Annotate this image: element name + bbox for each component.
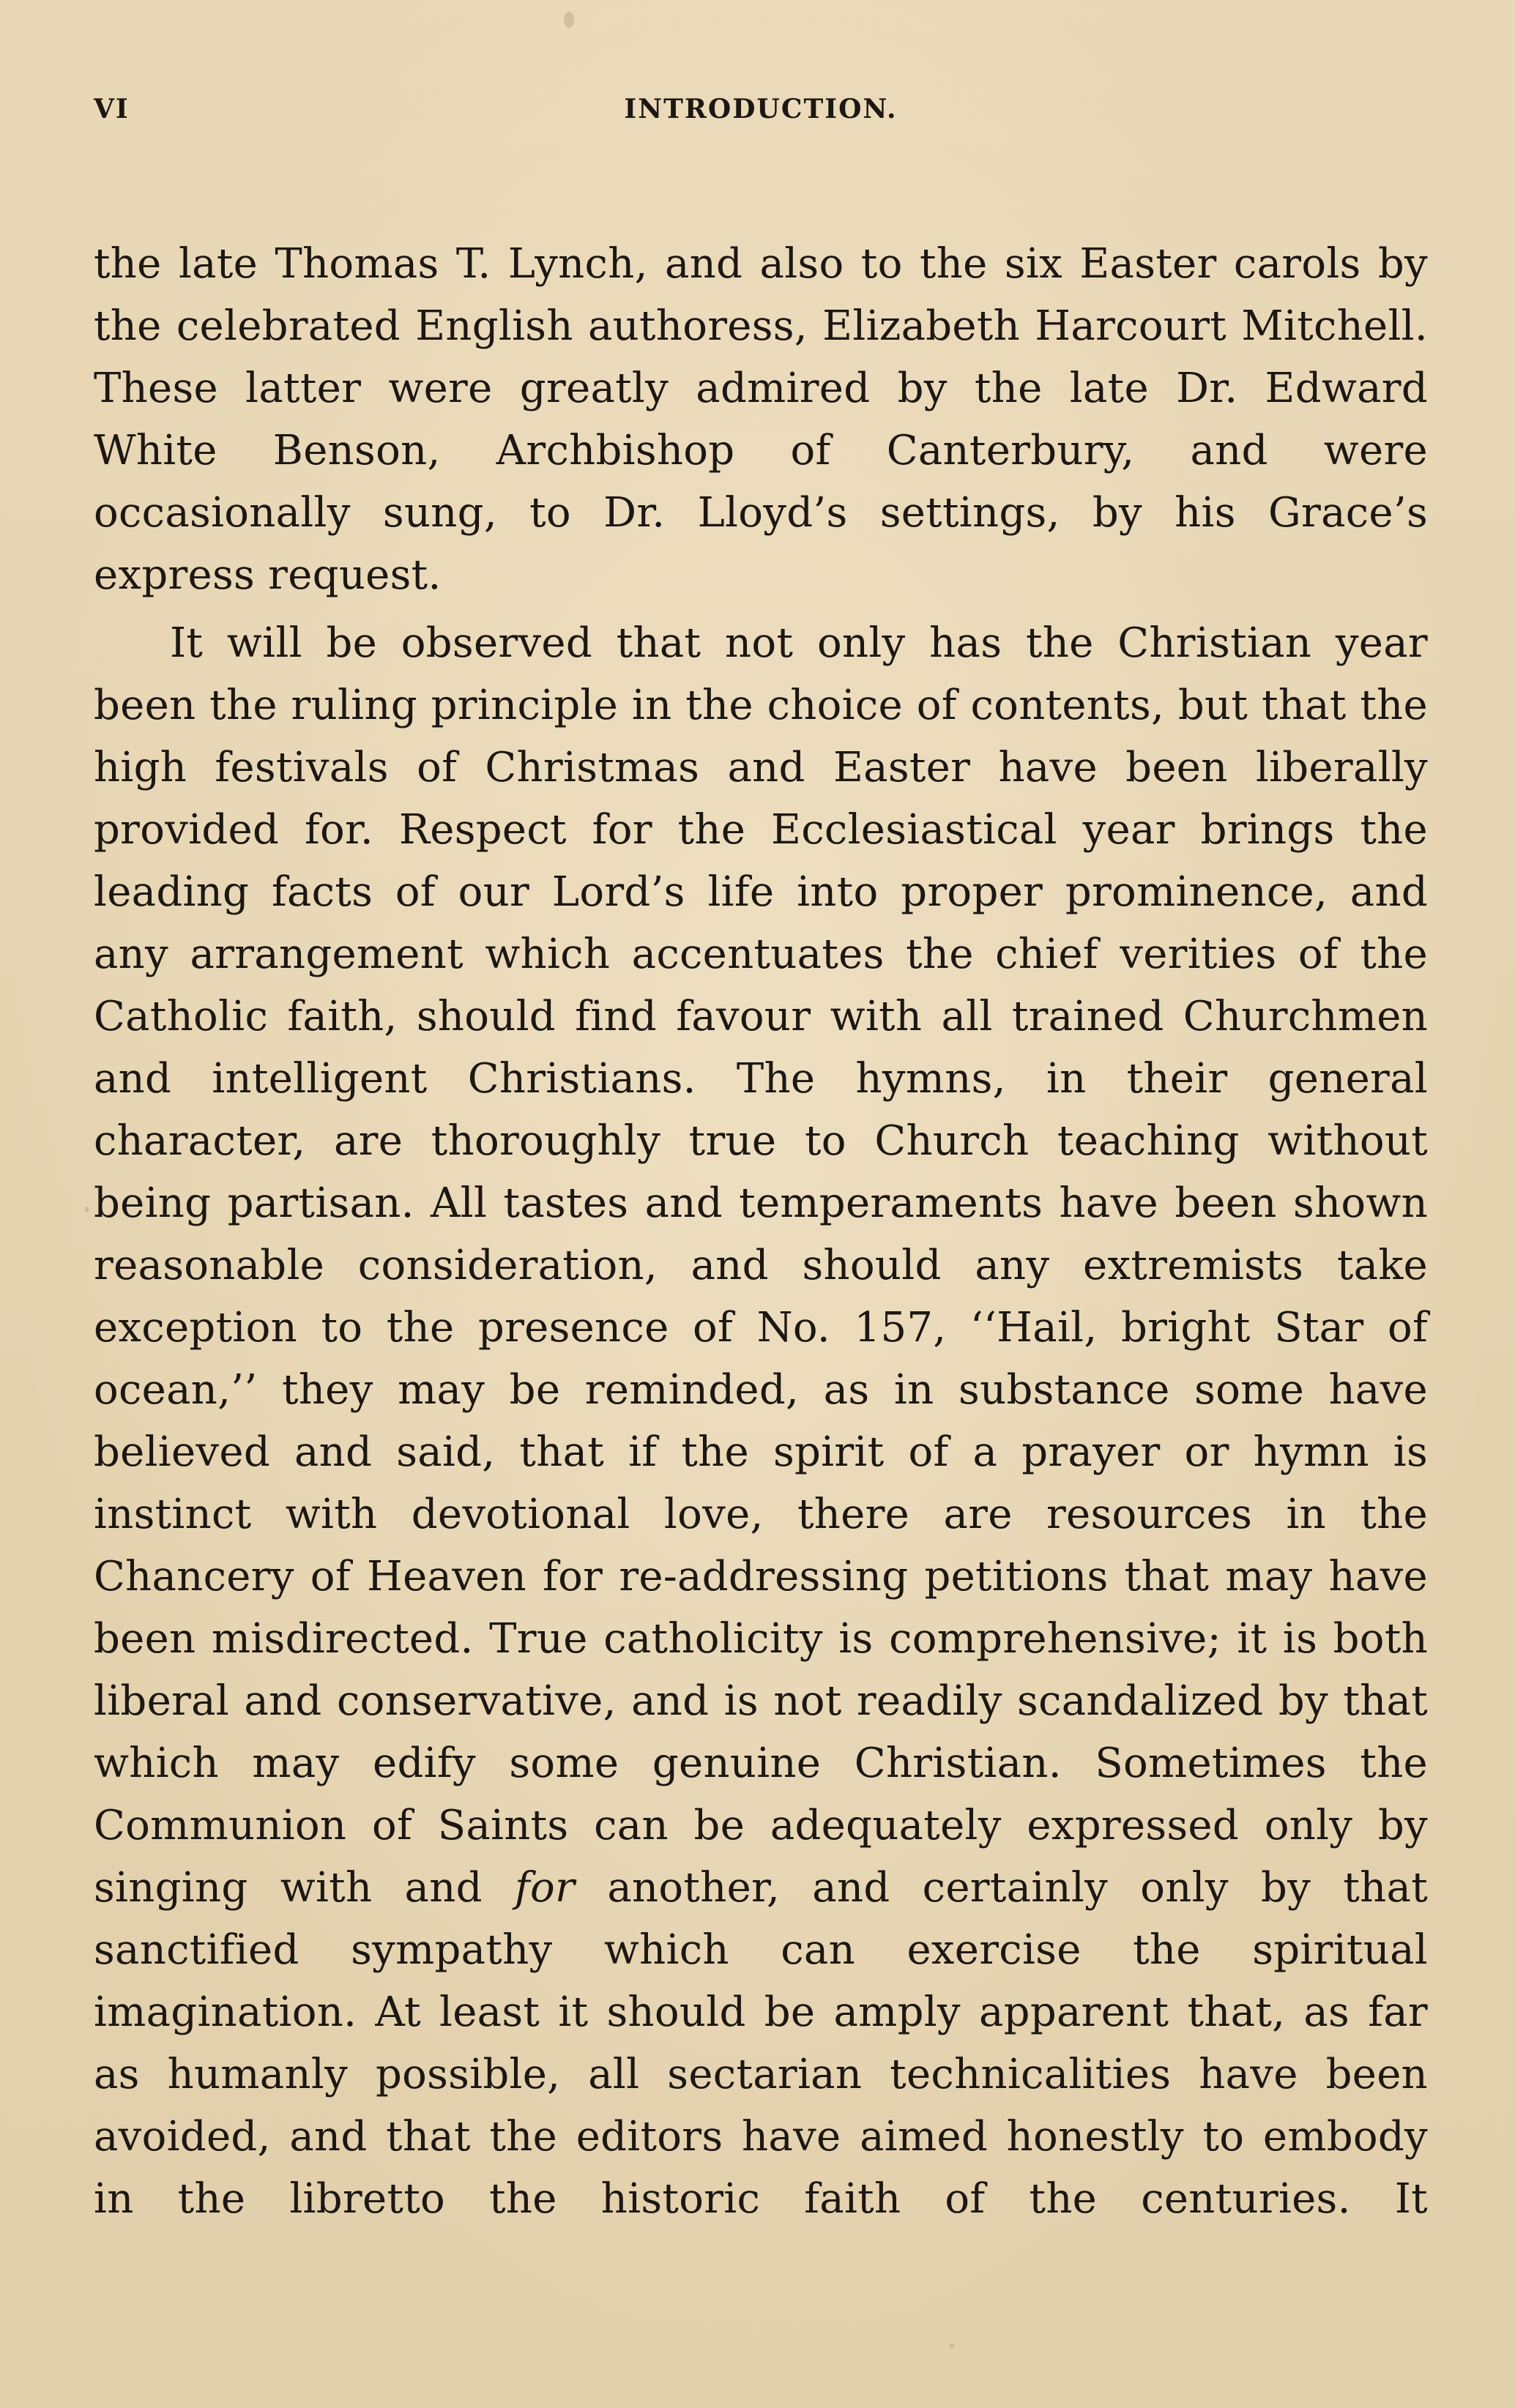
running-title: INTRODUCTION.: [624, 94, 898, 124]
paper-speck: [950, 2344, 954, 2348]
paper-speck: [85, 1207, 89, 1212]
paragraph-christian-year: [94, 612, 1428, 2230]
italic-word: for: [514, 1864, 576, 1912]
page-number: VI: [94, 94, 130, 124]
paragraph-continuation: the late Thomas T. Lynch, and also to the six Easter carols by the celebrated English authoress, Elizabeth Harcourt Mitchell. These latter were greatly admired by the late Dr. Edward White Benson, Archbishop of Canterbury, and were occasionally sung, to Dr. Lloyd’s settings, by his Grace’s express request.: [94, 240, 1428, 599]
page-header: [94, 94, 1428, 138]
paper-speck: [564, 12, 574, 28]
paragraph-text-before-italic: It will be observed that not only has the Christian year been the ruling principle in the choice of contents, but that the high festivals of Christmas and Easter have been liberally provided for. Respect for the Ecclesiastical year brings the leading facts of our Lord’s life into proper prominence, and any arrangement which accentuates the chief verities of the Catholic faith, should find favour with all trained Churchmen and intelligent Christians. The hymns, in their general character, are thoroughly true to Church teaching without being partisan. All tastes and temperaments have been shown reasonable consideration, and should any extremists take exception to the presence of No. 157, ‘‘Hail, bright Star of ocean,’’ they may be reminded, as in substance some have believed and said, that if the spirit of a prayer or hymn is instinct with devotional love, there are resources in the Chancery of Heaven for re-addressing petitions that may have been misdirected. True catholicity is comprehensive; it is both liberal and conservative, and is not readily scandalized by that which may edify some genuine Christian. Sometimes the Communion of Saints can be adequately expressed only by singing with and: [94, 619, 1428, 1912]
body-text: [94, 233, 1428, 2230]
paragraph-text-after-italic: another, and certainly only by that sanctified sympathy which can exercise the spiritual imagination. At least it should be amply apparent that, as far as humanly possible, all sectarian technicalities have been avoided, and that the editors have aimed honestly to embody in the libretto the historic faith of the centuries. It: [94, 1864, 1429, 2223]
